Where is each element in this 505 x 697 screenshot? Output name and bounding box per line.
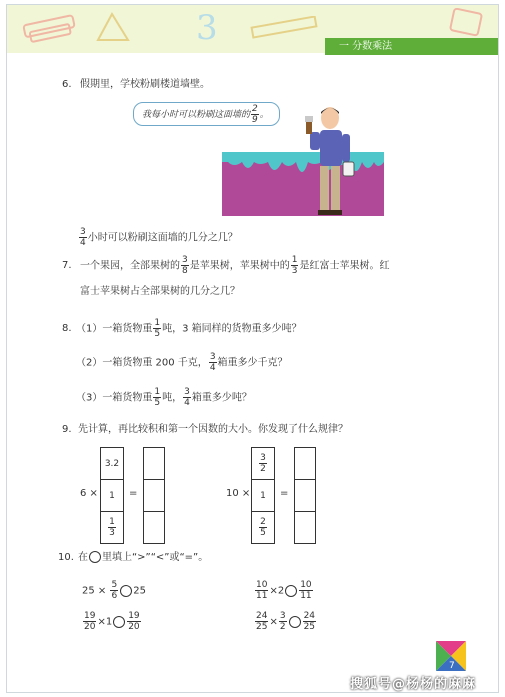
q8-p1-fraction: $\frac{1}{5}$ xyxy=(154,318,161,339)
q8-part1: （1）一箱货物重 $\frac{1}{5}$ 吨，3 箱同样的货物重多少吨？ xyxy=(76,318,302,339)
protractor-decoration xyxy=(250,16,320,40)
q7-number: 7. xyxy=(62,260,72,271)
q9-left-cell-3 xyxy=(100,511,124,544)
q10-e3-fraction-2: $\frac{19}{20}$ xyxy=(128,611,140,632)
q8-p3-fraction: $\frac{1}{5}$ xyxy=(154,387,161,408)
painter-figure-illustration xyxy=(300,104,360,224)
q7-fraction-2: $\frac{1}{3}$ xyxy=(291,255,298,276)
q9-right-answer-1[interactable] xyxy=(294,447,316,480)
q9-right-cell-1 xyxy=(251,447,275,480)
q9-left-answer-2[interactable] xyxy=(143,479,165,512)
q9-number: 9. xyxy=(62,424,72,435)
q9-right-cell-3 xyxy=(251,511,275,544)
q10-number: 10. xyxy=(58,552,74,563)
q9-right-cell-1-fraction: $\frac{3}{2}$ xyxy=(260,453,266,474)
q10-text: 在 里填上“>”“<”或“=”。 xyxy=(78,552,209,563)
q9-right-cell-2: 1 xyxy=(251,479,275,512)
q9-left-answer-1[interactable] xyxy=(143,447,165,480)
set-square-decoration xyxy=(92,10,132,44)
section-label: 一 分数乘法 xyxy=(325,38,498,55)
q6-ask: $\frac{3}{4}$ 小时可以粉刷这面墙的几分之几？ xyxy=(80,227,238,248)
bubble-fraction: $\frac{2}{9}$ xyxy=(252,104,258,125)
q9-text: 先计算，再比较积和第一个因数的大小。你发现了什么规律？ xyxy=(78,424,348,435)
q10-expr-3: $\frac{19}{20}$ ×1 $\frac{19}{20}$ xyxy=(84,611,140,632)
q10-e4-fraction-1: $\frac{24}{25}$ xyxy=(256,611,268,632)
q9-left-equals: = xyxy=(129,488,138,499)
watermark-text: 搜狐号@杨杨的麻麻 xyxy=(350,677,477,692)
q10-expr-2: $\frac{10}{11}$ ×2 $\frac{10}{11}$ xyxy=(256,580,312,601)
page-number: 7 xyxy=(449,661,455,671)
speech-bubble: 我每小时可以粉刷这面墙的 $\frac{2}{9}$ 。 xyxy=(133,102,280,126)
q7-fraction-1: $\frac{3}{8}$ xyxy=(182,255,188,276)
ruler-decoration xyxy=(20,14,80,44)
q9-left-cell-2: 1 xyxy=(100,479,124,512)
q6-number: 6. xyxy=(62,79,72,90)
q10-e2-fraction-1: $\frac{10}{11}$ xyxy=(256,580,268,601)
q8-part2: （2）一箱货物重 200 千克， $\frac{3}{4}$ 箱重多少千克？ xyxy=(76,352,288,373)
q10-e3-fraction-1: $\frac{19}{20}$ xyxy=(84,611,96,632)
calculator-decoration xyxy=(448,8,488,38)
q6-ask-fraction: $\frac{3}{4}$ xyxy=(80,227,86,248)
q10-expr-4: $\frac{24}{25}$ × $\frac{3}{2}$ $\frac{24}{25}$ xyxy=(256,611,316,632)
q10-e2-answer-circle[interactable] xyxy=(285,585,297,597)
q9-right-equals: = xyxy=(280,488,289,499)
q10-e1-fraction: $\frac{5}{6}$ xyxy=(111,580,118,601)
q10-e4-fraction-2: $\frac{24}{25}$ xyxy=(303,611,316,632)
q9-right-factor: 10 × xyxy=(226,488,251,499)
q9-right-cell-3-fraction: $\frac{2}{5}$ xyxy=(260,517,266,538)
q8-p2-fraction: $\frac{3}{4}$ xyxy=(209,352,216,373)
q10-e1-answer-circle[interactable] xyxy=(120,585,132,597)
q9-right-answer-2[interactable] xyxy=(294,479,316,512)
q10-e3-answer-circle[interactable] xyxy=(113,616,125,628)
q9-left-answer-3[interactable] xyxy=(143,511,165,544)
q9-left-cell-1: 3.2 xyxy=(100,447,124,480)
q7-line1: 一个果园，全部果树的 $\frac{3}{8}$ 是苹果树，苹果树中的 $\frac{1}{3}$ 是红富士苹果树。红 xyxy=(80,255,390,276)
q10-expr-1: 25 × $\frac{5}{6}$ 25 xyxy=(82,580,146,601)
q9-right-answer-3[interactable] xyxy=(294,511,316,544)
q8-number: 8. xyxy=(62,323,72,334)
q6-text: 假期里，学校粉刷楼道墙壁。 xyxy=(80,79,210,90)
q10-e4-answer-circle[interactable] xyxy=(289,616,301,628)
q9-left-cell-3-fraction: $\frac{1}{3}$ xyxy=(109,517,115,538)
q8-p3-fraction-2: $\frac{3}{4}$ xyxy=(184,387,190,408)
q10-e4-fraction-mid: $\frac{3}{2}$ xyxy=(279,611,286,632)
q10-e2-fraction-2: $\frac{10}{11}$ xyxy=(300,580,312,601)
q7-line2: 富士苹果树占全部果树的几分之几？ xyxy=(80,286,240,297)
header-digit-decoration: 3 xyxy=(196,8,218,48)
q10-circle-icon xyxy=(89,551,101,563)
q8-part3: （3）一箱货物重 $\frac{1}{5}$ 吨， $\frac{3}{4}$ 箱重多少吨？ xyxy=(76,387,252,408)
q9-left-factor: 6 × xyxy=(80,488,98,499)
